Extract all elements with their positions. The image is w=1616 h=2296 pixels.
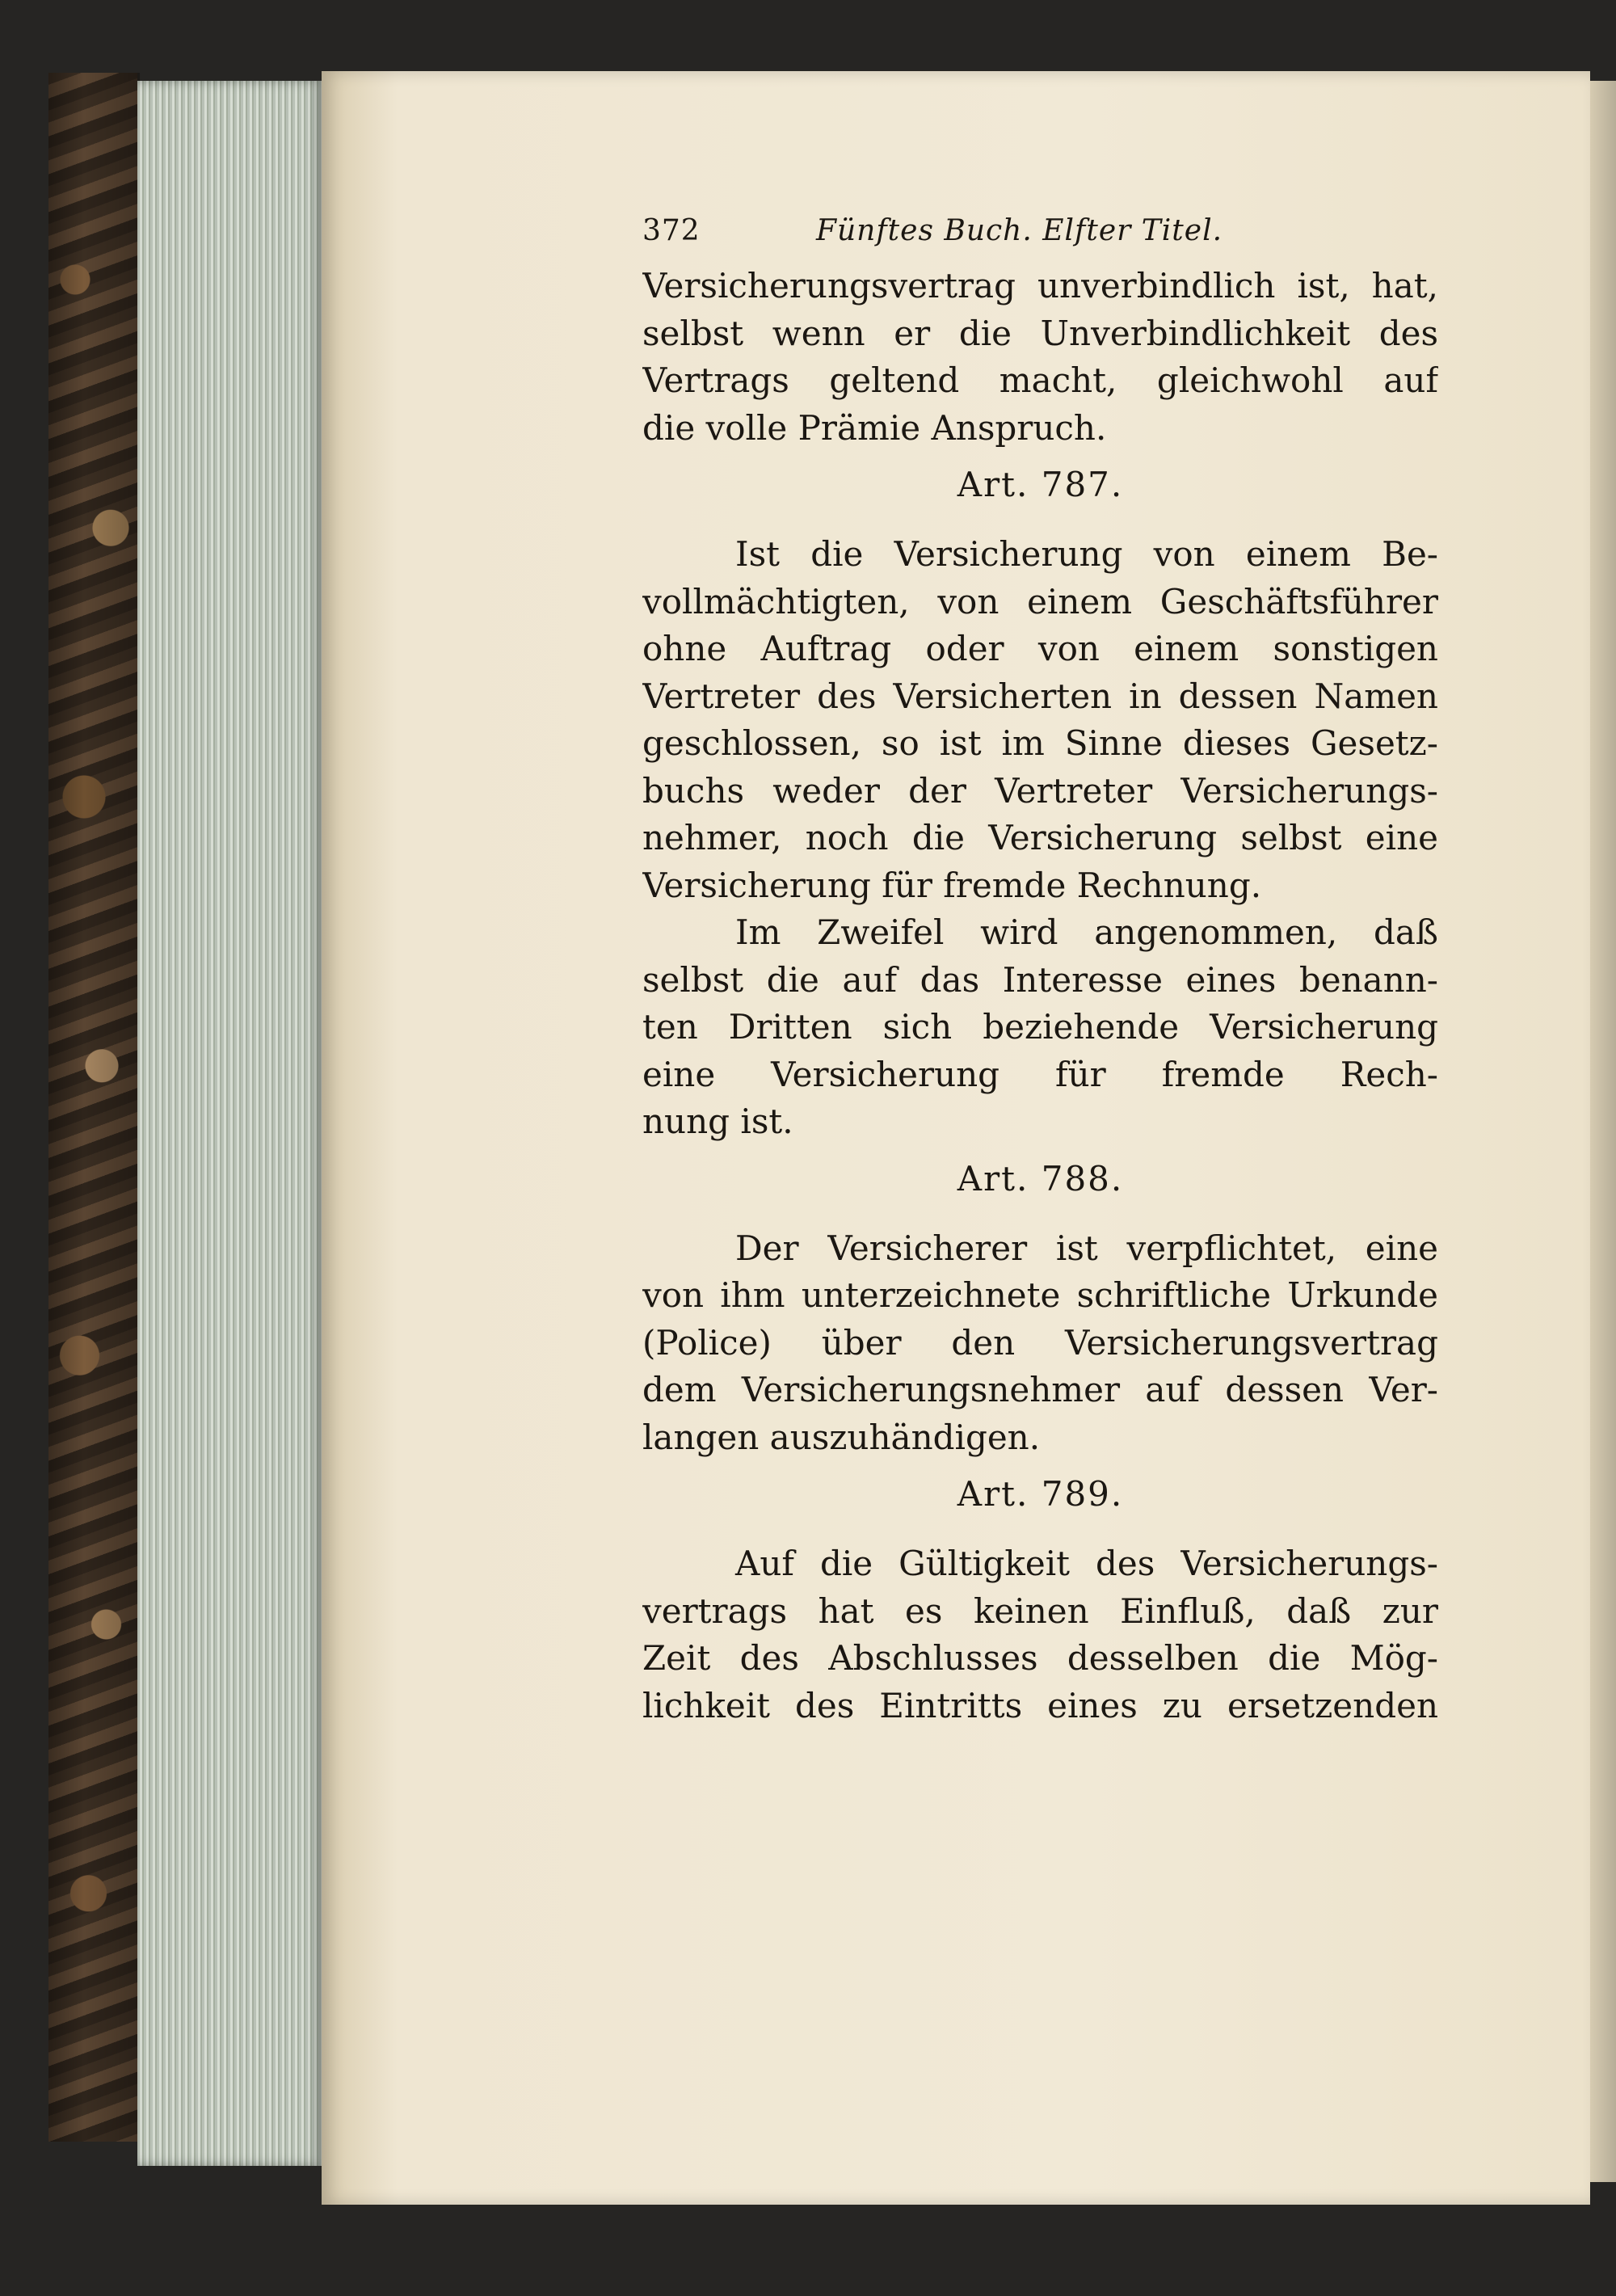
text-line: Versicherung für fremde Rechnung. [642, 865, 1262, 905]
text-line: lichkeit des Eintritts eines zu ersetzenden [642, 1685, 1438, 1725]
text-line: ohne Auftrag oder von einem sonstigen [642, 629, 1438, 668]
text-line: Vertreter des Versicherten in dessen Namen [642, 676, 1438, 716]
article-787-paragraph-1 [642, 531, 1438, 909]
text-line: von ihm unterzeichnete schriftliche Urkunde [642, 1275, 1438, 1315]
text-line: Auf die Gültigkeit des Versicherungs- [735, 1544, 1438, 1583]
article-787-paragraph-2 [642, 909, 1438, 1146]
text-line: nung ist. [642, 1102, 793, 1141]
text-line: Versicherungsvertrag unverbindlich ist, hat, [642, 266, 1438, 305]
text-line: eine Versicherung für fremde Rech- [642, 1054, 1438, 1094]
paragraph-continuation [642, 263, 1438, 452]
page-right-edge [1590, 81, 1616, 2182]
text-line: Ist die Versicherung von einem Be- [735, 534, 1438, 574]
article-789-paragraph-1 [642, 1540, 1438, 1729]
page-edges [137, 81, 323, 2166]
text-line: vertrags hat es keinen Einfluß, daß zur [642, 1590, 1438, 1631]
text-line: selbst die auf das Interesse eines benann- [642, 959, 1438, 1000]
running-title: Fünftes Buch. Elfter Titel. [816, 214, 1223, 247]
article-heading-787: Art. 787. [957, 465, 1124, 504]
text-line: selbst wenn er die Unverbindlichkeit des [642, 313, 1438, 353]
article-788-paragraph-1 [642, 1225, 1438, 1462]
page-number: 372 [642, 214, 701, 247]
cover-shadow [48, 73, 137, 2142]
page-text [642, 206, 1438, 1729]
text-line: langen auszuhändigen. [642, 1417, 1041, 1457]
text-line: geschlossen, so ist im Sinne dieses Gesetz- [642, 723, 1438, 763]
text-line: dem Versicherungsnehmer auf dessen Ver- [642, 1370, 1438, 1409]
text-line: Vertrags geltend macht, gleichwohl auf [642, 360, 1438, 400]
text-line: buchs weder der Vertreter Versicherungs- [642, 770, 1438, 811]
text-line: (Police) über den Versicherungsvertrag [642, 1322, 1438, 1363]
text-line: Im Zweifel wird angenommen, daß [735, 912, 1438, 952]
article-heading-788: Art. 788. [957, 1158, 1124, 1199]
text-line: Zeit des Abschlusses desselben die Mög- [642, 1638, 1438, 1678]
text-line: die volle Prämie Anspruch. [642, 407, 1107, 448]
text-line: Der Versicherer ist verpflichtet, eine [735, 1228, 1438, 1268]
text-line: nehmer, noch die Versicherung selbst eine [642, 818, 1438, 857]
article-heading-789: Art. 789. [957, 1474, 1124, 1514]
running-head [642, 206, 1438, 263]
text-line: vollmächtigten, von einem Geschäftsführer [642, 581, 1438, 621]
text-line: ten Dritten sich beziehende Versicherung [642, 1007, 1438, 1047]
